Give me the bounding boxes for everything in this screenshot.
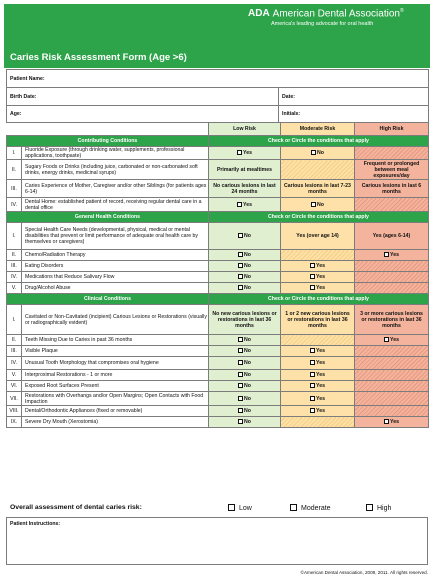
condition-label: Dental/Orthodontic Appliances (fixed or removable) [22,406,209,417]
high-risk-text: Yes [390,252,399,258]
column-moderate-risk: Moderate Risk [281,123,355,136]
high-risk-checkbox[interactable] [384,419,389,424]
overall-low-text: Low [239,505,252,512]
ada-tagline: America's leading advocate for oral health [271,21,374,27]
row-number: IV. [7,198,22,212]
moderate-risk-cell[interactable] [281,261,355,272]
registered-mark: ® [399,8,404,14]
section-header-clinical [7,294,429,305]
age-field[interactable] [7,106,279,123]
row-number: III. [7,261,22,272]
row-number: IV. [7,272,22,283]
section-instruction: Check or Circle the conditions that apply [209,136,429,147]
moderate-risk-cell[interactable] [281,406,355,417]
low-risk-text: No [244,252,251,258]
overall-high-option[interactable] [366,504,391,512]
low-risk-text: Yes [243,150,252,156]
low-risk-cell[interactable] [209,160,281,180]
ada-logo [248,8,404,19]
low-risk-text: No [244,360,251,366]
row-number: IV. [7,357,22,370]
condition-row [7,346,429,357]
low-risk-cell[interactable] [209,392,281,406]
moderate-risk-cell[interactable] [281,346,355,357]
condition-label: Restorations with Overhangs and/or Open Margins; Open Contacts with Food Impaction [22,392,209,406]
condition-row [7,305,429,335]
condition-row [7,283,429,294]
high-risk-cell [355,392,429,406]
row-number: V. [7,283,22,294]
row-number: III. [7,346,22,357]
low-risk-checkbox[interactable] [238,360,243,365]
moderate-risk-text: Yes [316,263,325,269]
high-risk-cell[interactable] [355,335,429,346]
condition-row [7,392,429,406]
condition-row [7,180,429,198]
overall-high-text: High [377,505,392,512]
high-risk-cell [355,272,429,283]
overall-low-checkbox[interactable] [228,504,235,511]
moderate-risk-checkbox[interactable] [310,372,315,377]
low-risk-checkbox[interactable] [238,408,243,413]
condition-row [7,147,429,160]
moderate-risk-cell [281,160,355,180]
low-risk-cell[interactable] [209,180,281,198]
condition-row [7,272,429,283]
high-risk-cell [355,357,429,370]
low-risk-cell[interactable] [209,283,281,294]
high-risk-text: Carious lesions in last 6 months [361,182,422,195]
high-risk-text: Frequent or prolonged between meal exposures/day [363,160,420,179]
condition-label: Severe Dry Mouth (Xerostomia) [22,417,209,428]
overall-high-checkbox[interactable] [366,504,373,511]
moderate-risk-text: Yes [316,360,325,366]
row-number: VIII. [7,406,22,417]
low-risk-cell[interactable] [209,261,281,272]
condition-row [7,335,429,346]
section-title: General Health Conditions [7,212,209,223]
section-header-general [7,212,429,223]
birth-date-field[interactable] [7,88,279,106]
condition-row [7,381,429,392]
low-risk-checkbox[interactable] [238,396,243,401]
low-risk-text: No [244,383,251,389]
moderate-risk-text: Yes [316,408,325,414]
moderate-risk-text: Yes [316,372,325,378]
low-risk-checkbox[interactable] [237,150,242,155]
condition-row [7,198,429,212]
low-risk-text: No [244,395,251,402]
moderate-risk-checkbox[interactable] [311,202,316,207]
low-risk-text: Yes [243,201,252,208]
low-risk-checkbox[interactable] [238,337,243,342]
moderate-risk-cell[interactable] [281,305,355,335]
moderate-risk-cell [281,417,355,428]
high-risk-cell [355,346,429,357]
condition-label: Cavitated or Non-Cavitated (incipient) Carious Lesions or Restorations (visually or radiographically evident) [22,305,209,335]
header-spacer [7,123,209,136]
section-title: Contributing Conditions [7,136,209,147]
low-risk-cell[interactable] [209,417,281,428]
moderate-risk-text: Yes [316,348,325,354]
moderate-risk-checkbox[interactable] [311,150,316,155]
condition-label: Medications that Reduce Salivary Flow [22,272,209,283]
low-risk-text: No [244,348,251,354]
moderate-risk-text: Yes [316,395,325,402]
row-number: V. [7,370,22,381]
condition-label: Eating Disorders [22,261,209,272]
initials-field[interactable] [279,106,429,123]
row-number: II. [7,160,22,180]
low-risk-text: No [244,408,251,414]
high-risk-cell [355,198,429,212]
patient-name-label: Patient Name: [10,75,45,82]
condition-row [7,417,429,428]
moderate-risk-cell [281,250,355,261]
low-risk-cell[interactable] [209,147,281,160]
condition-row [7,223,429,250]
high-risk-cell[interactable] [355,160,429,180]
condition-label: Exposed Root Surfaces Present [22,381,209,392]
moderate-risk-checkbox[interactable] [310,274,315,279]
assessment-table [6,122,429,428]
date-label: Date: [282,93,295,100]
moderate-risk-text: Yes [316,285,325,291]
low-risk-text: No [244,372,251,378]
low-risk-cell[interactable] [209,272,281,283]
moderate-risk-checkbox[interactable] [310,348,315,353]
low-risk-checkbox[interactable] [238,274,243,279]
low-risk-cell[interactable] [209,198,281,212]
high-risk-cell [355,147,429,160]
initials-label: Initials: [282,111,301,117]
age-label: Age: [10,111,22,117]
section-header-contributing [7,136,429,147]
row-number: VII. [7,392,22,406]
high-risk-text: 3 or more carious lesions or restorations in last 36 months [360,310,423,329]
row-number: VI. [7,381,22,392]
low-risk-text: No [244,274,251,280]
moderate-risk-checkbox[interactable] [310,285,315,290]
moderate-risk-text: Yes [316,274,325,280]
low-risk-text: No [244,285,251,291]
section-instruction: Check or Circle the conditions that apply [209,294,429,305]
patient-name-field[interactable] [7,70,429,88]
low-risk-text: No new carious lesions or restorations in last 36 months [212,310,277,329]
moderate-risk-cell[interactable] [281,223,355,250]
moderate-risk-cell [281,335,355,346]
high-risk-cell [355,283,429,294]
moderate-risk-cell[interactable] [281,147,355,160]
high-risk-cell[interactable] [355,305,429,335]
high-risk-text: Yes [390,419,399,425]
low-risk-cell[interactable] [209,381,281,392]
high-risk-cell[interactable] [355,250,429,261]
birth-date-label: Birth Date: [10,93,37,100]
moderate-risk-cell[interactable] [281,283,355,294]
moderate-risk-checkbox[interactable] [310,360,315,365]
ada-logo-abbr: ADA [248,8,270,20]
low-risk-cell[interactable] [209,406,281,417]
row-number: III. [7,180,22,198]
condition-label: Dental Home: established patient of record, receiving regular dental care in a dental office [22,198,209,212]
overall-moderate-option[interactable] [290,504,331,512]
condition-label: Interproximal Restorations - 1 or more [22,370,209,381]
high-risk-cell[interactable] [355,223,429,250]
moderate-risk-cell[interactable] [281,180,355,198]
low-risk-checkbox[interactable] [238,252,243,257]
low-risk-text: No carious lesions in last 24 months [213,182,276,195]
low-risk-checkbox[interactable] [238,263,243,268]
row-number: I. [7,223,22,250]
low-risk-checkbox[interactable] [238,285,243,290]
condition-label: Sugary Foods or Drinks (including juice, carbonated or non-carbonated soft drinks, energy drinks, medicinal syrups) [22,160,209,180]
low-risk-text: No [244,233,251,239]
low-risk-checkbox[interactable] [237,202,242,207]
moderate-risk-cell[interactable] [281,357,355,370]
condition-label: Drug/Alcohol Abuse [22,283,209,294]
low-risk-text: No [244,419,251,425]
condition-label: Visible Plaque [22,346,209,357]
condition-label: Unusual Tooth Morphology that compromises oral hygiene [22,357,209,370]
low-risk-text: Primarily at mealtimes [216,166,273,173]
moderate-risk-text: No [317,201,324,208]
column-low-risk: Low Risk [209,123,281,136]
high-risk-text: Yes (ages 6-14) [372,233,411,239]
low-risk-cell[interactable] [209,346,281,357]
moderate-risk-cell[interactable] [281,370,355,381]
condition-row [7,261,429,272]
low-risk-cell[interactable] [209,223,281,250]
high-risk-cell[interactable] [355,180,429,198]
assessment-body [7,123,429,428]
low-risk-checkbox[interactable] [238,233,243,238]
condition-label: Teeth Missing Due to Caries in past 36 months [22,335,209,346]
low-risk-checkbox[interactable] [238,348,243,353]
moderate-risk-cell[interactable] [281,381,355,392]
low-risk-text: No [244,263,251,269]
date-field[interactable] [279,88,429,106]
low-risk-checkbox[interactable] [238,383,243,388]
moderate-risk-text: Yes (over age 14) [296,233,339,239]
condition-row [7,370,429,381]
low-risk-text: No [244,337,251,343]
condition-row [7,160,429,180]
row-number: I. [7,147,22,160]
high-risk-text: Yes [390,337,399,343]
low-risk-cell[interactable] [209,335,281,346]
moderate-risk-cell[interactable] [281,272,355,283]
moderate-risk-cell[interactable] [281,392,355,406]
moderate-risk-checkbox[interactable] [310,263,315,268]
row-number: II. [7,335,22,346]
low-risk-cell[interactable] [209,370,281,381]
low-risk-cell[interactable] [209,357,281,370]
high-risk-cell [355,261,429,272]
section-title: Clinical Conditions [7,294,209,305]
high-risk-cell [355,370,429,381]
moderate-risk-checkbox[interactable] [310,408,315,413]
patient-info-table [6,69,429,123]
section-instruction: Check or Circle the conditions that apply [209,212,429,223]
condition-row [7,357,429,370]
moderate-risk-checkbox[interactable] [310,396,315,401]
low-risk-cell[interactable] [209,250,281,261]
moderate-risk-cell[interactable] [281,198,355,212]
moderate-risk-text: 1 or 2 new carious lesions or restorations in last 36 months [285,310,350,329]
copyright: ©American Dental Association, 2009, 2011. All rights reserved. [300,570,428,575]
condition-label: Special Health Care Needs (developmental, physical, medical or mental disabilities that prevent or limit performance of adequate oral health care by themselves or caregivers) [22,223,209,250]
moderate-risk-text: No [317,150,324,156]
moderate-risk-text: Carious lesions in last 7-23 months [284,182,351,195]
high-risk-checkbox[interactable] [384,337,389,342]
column-high-risk: High Risk [355,123,429,136]
overall-low-option[interactable] [228,504,252,512]
form-title: Caries Risk Assessment Form (Age >6) [10,52,187,63]
condition-label: Chemo/Radiation Therapy [22,250,209,261]
low-risk-checkbox[interactable] [238,372,243,377]
overall-assessment [10,503,428,515]
high-risk-cell [355,406,429,417]
moderate-risk-text: Yes [316,383,325,389]
patient-instructions-box[interactable] [6,517,428,565]
high-risk-checkbox[interactable] [384,252,389,257]
condition-row [7,250,429,261]
overall-moderate-text: Moderate [301,505,331,512]
overall-assessment-label: Overall assessment of dental caries risk: [10,504,142,511]
patient-instructions-label: Patient Instructions: [10,521,61,527]
low-risk-checkbox[interactable] [238,419,243,424]
overall-moderate-checkbox[interactable] [290,504,297,511]
condition-label: Fluoride Exposure (through drinking water, supplements, professional applications, toothpaste) [22,147,209,160]
condition-label: Caries Experience of Mother, Caregiver and/or other Siblings (for patients ages 6-14) [22,180,209,198]
high-risk-cell [355,381,429,392]
row-number: I. [7,305,22,335]
moderate-risk-checkbox[interactable] [310,383,315,388]
row-number: II. [7,250,22,261]
ada-logo-name: American Dental Association [272,8,400,20]
low-risk-cell[interactable] [209,305,281,335]
high-risk-cell[interactable] [355,417,429,428]
condition-row [7,406,429,417]
row-number: IX. [7,417,22,428]
